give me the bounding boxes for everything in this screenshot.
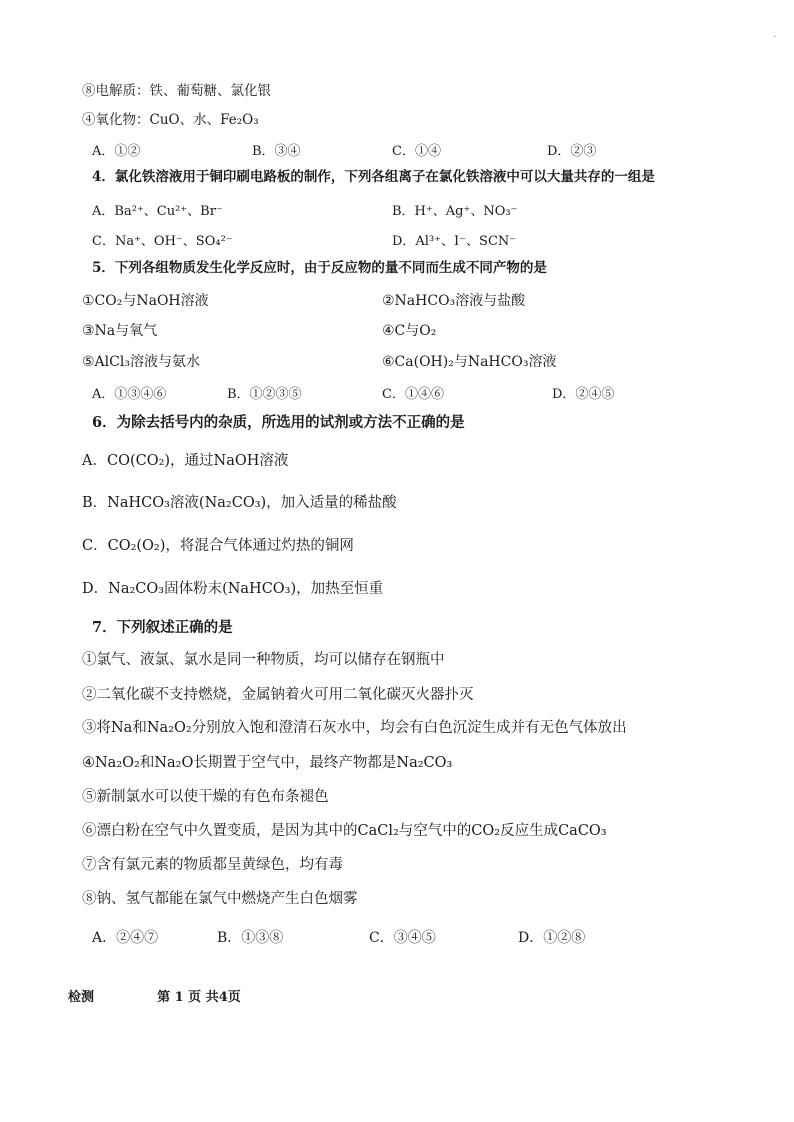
item-5: ⑤AlCl₃溶液与氨水 [82,354,200,370]
corner-mark: . [773,30,776,39]
option-a[interactable]: A．②④⑦ [92,930,159,946]
intro-item-4: ④氧化物：CuO、水、Fe₂O₃ [82,112,259,128]
option-d[interactable]: D．Al³⁺、I⁻、SCN⁻ [392,234,517,249]
item-4: ④C与O₂ [382,323,437,339]
option-a[interactable]: A．①③④⑥ [92,387,167,402]
question-7-item-2: ②二氧化碳不支持燃烧，金属钠着火可用二氧化碳灭火器扑灭 [82,687,474,703]
question-5-stem: 5．下列各组物质发生化学反应时，由于反应物的量不同而生成不同产物的是 [92,260,547,276]
question-7-item-7: ⑦含有氯元素的物质都呈黄绿色，均有毒 [82,857,343,873]
option-d[interactable]: D．②③ [547,144,597,159]
question-7-item-8: ⑧钠、氢气都能在氯气中燃烧产生白色烟雾 [82,891,358,907]
question-6-option-b[interactable]: B．NaHCO₃溶液(Na₂CO₃)，加入适量的稀盐酸 [82,495,397,511]
question-5-options [92,383,732,401]
intro-item-3: ⑧电解质：铁、葡萄糖、氯化银 [82,83,271,99]
question-7-item-6: ⑥漂白粉在空气中久置变质，是因为其中的CaCl₂与空气中的CO₂反应生成CaCO₃ [82,823,607,839]
footer-label: 检测 [68,990,95,1005]
question-6-option-c[interactable]: C．CO₂(O₂)，将混合气体通过灼热的铜网 [82,538,354,554]
question-6-option-d[interactable]: D．Na₂CO₃固体粉末(NaHCO₃)，加热至恒重 [82,581,384,597]
question-4-options-row1 [92,200,732,218]
question-6-stem: 6．为除去括号内的杂质，所选用的试剂或方法不正确的是 [92,414,465,431]
item-3: ③Na与氧气 [82,323,158,339]
question-5-items-row3 [82,351,722,369]
question-4-stem: 4．氯化铁溶液用于铜印刷电路板的制作，下列各组离子在氯化铁溶液中可以大量共存的一组是 [92,169,655,185]
question-7-item-3: ③将Na和Na₂O₂分别放入饱和澄清石灰水中，均会有白色沉淀生成并有无色气体放出 [82,720,627,736]
option-a[interactable]: A．Ba²⁺、Cu²⁺、Br⁻ [92,204,223,219]
item-1: ①CO₂与NaOH溶液 [82,293,209,309]
question-7-item-5: ⑤新制氯水可以使干燥的有色布条褪色 [82,789,329,805]
question-4-options-row2 [92,230,732,248]
option-b[interactable]: B．①③⑧ [217,930,284,946]
option-b[interactable]: B．③④ [252,144,301,159]
question-5-items-row2 [82,320,722,338]
option-c[interactable]: C．①④ [392,144,441,159]
option-b[interactable]: B．H⁺、Ag⁺、NO₃⁻ [392,204,518,219]
option-c[interactable]: C．Na⁺、OH⁻、SO₄²⁻ [92,234,233,249]
question-5-items-row1 [82,290,722,308]
option-c[interactable]: C．③④⑤ [369,930,436,946]
option-d[interactable]: D．②④⑤ [552,387,615,402]
page-footer [68,986,241,1005]
question-7-stem: 7．下列叙述正确的是 [92,619,233,636]
option-b[interactable]: B．①②③⑤ [227,387,302,402]
page-number: 第 1 页 共4页 [157,990,241,1005]
item-2: ②NaHCO₃溶液与盐酸 [382,293,526,309]
option-c[interactable]: C．①④⑥ [382,387,444,402]
intro-options [92,140,732,158]
question-6-option-a[interactable]: A．CO(CO₂)，通过NaOH溶液 [82,453,289,469]
item-6: ⑥Ca(OH)₂与NaHCO₃溶液 [382,354,557,370]
option-a[interactable]: A．①② [92,144,141,159]
question-7-item-1: ①氯气、液氯、氯水是同一种物质，均可以储存在钢瓶中 [82,652,445,668]
question-7-options [92,927,732,945]
question-7-item-4: ④Na₂O₂和Na₂O长期置于空气中，最终产物都是Na₂CO₃ [82,755,453,771]
option-d[interactable]: D．①②⑧ [518,930,586,946]
